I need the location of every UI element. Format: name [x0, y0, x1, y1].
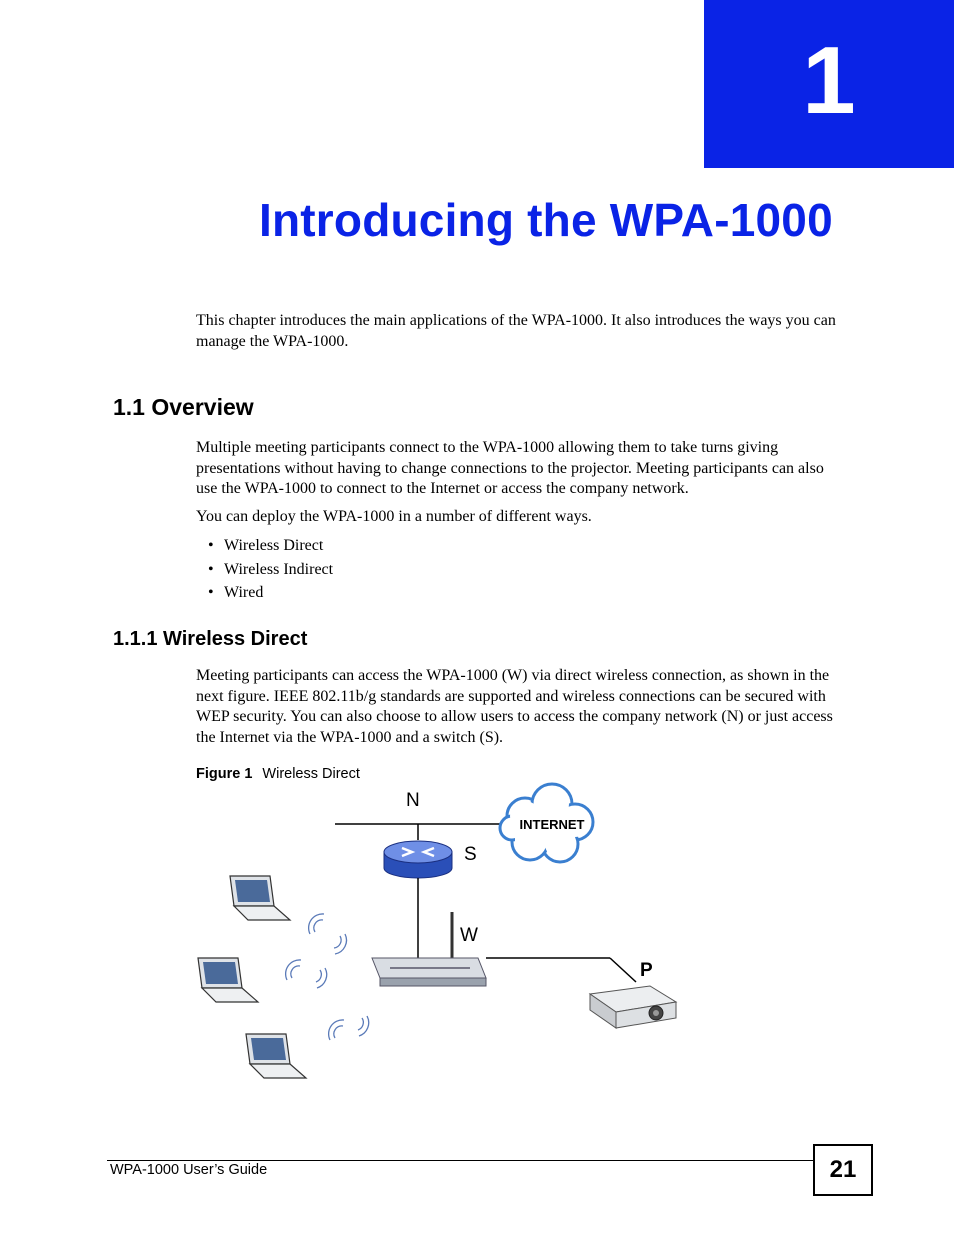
intro-paragraph: This chapter introduces the main applications of the WPA-1000. It also introduces the ways you can manage the WPA-1000. [196, 312, 836, 350]
figure-number: Figure 1 [196, 766, 253, 782]
footer-guide-title: WPA-1000 User’s Guide [110, 1162, 268, 1178]
laptop-icon [230, 876, 290, 920]
bullet-icon: • [208, 560, 214, 578]
projector-label: P [640, 960, 653, 981]
chapter-number: 1 [802, 27, 856, 134]
figure-title: Wireless Direct [262, 766, 360, 782]
laptop-icon [246, 1034, 306, 1078]
list-item [196, 581, 333, 605]
bullet-icon: • [208, 584, 214, 601]
list-item-label: Wired [224, 584, 264, 601]
wireless-signal-icon [329, 1016, 369, 1040]
network-label: N [406, 790, 420, 811]
internet-label: INTERNET [519, 817, 585, 832]
overview-paragraph-1: Multiple meeting participants connect to the WPA-1000 allowing them to take turns giving presentations without having to change connections to the projector. Meeting participants can also use the WPA-1000 to connect to the Internet or access the company network. [196, 439, 824, 498]
switch-icon [384, 841, 452, 878]
overview-heading: 1.1 Overview [113, 394, 254, 420]
footer-rule [107, 1160, 814, 1161]
list-item-label: Wireless Direct [224, 537, 324, 554]
laptop-icon [198, 958, 258, 1002]
wireless-direct-paragraph: Meeting participants can access the WPA-1000 (W) via direct wireless connection, as shown in the next figure. IEEE 802.11b/g standards are supported and wireless connections can be secured with WEP security. You can also choose to allow users to access the company network (N) or just access the Internet via the WPA-1000 and a switch (S). [196, 667, 833, 746]
list-item [196, 534, 333, 558]
bullet-icon: • [208, 537, 214, 554]
internet-cloud-icon [500, 784, 593, 862]
wireless-signal-icon [286, 960, 327, 988]
page-number-box [813, 1144, 873, 1196]
chapter-number-block [704, 0, 954, 168]
wpa-1000-device-icon [372, 912, 486, 986]
page-number: 21 [829, 1156, 857, 1183]
figure-caption [196, 766, 360, 782]
wireless-signal-icon [309, 914, 347, 954]
list-item-label: Wireless Indirect [224, 560, 334, 578]
wireless-direct-diagram [190, 782, 690, 1092]
overview-paragraph-2: You can deploy the WPA-1000 in a number of different ways. [196, 508, 592, 525]
list-item [196, 558, 333, 582]
deployment-list [196, 534, 333, 605]
switch-label: S [464, 844, 477, 865]
wireless-direct-heading: 1.1.1 Wireless Direct [113, 628, 308, 650]
projector-icon [590, 986, 676, 1028]
chapter-title: Introducing the WPA-1000 [259, 194, 833, 246]
wpa-label: W [460, 925, 478, 946]
